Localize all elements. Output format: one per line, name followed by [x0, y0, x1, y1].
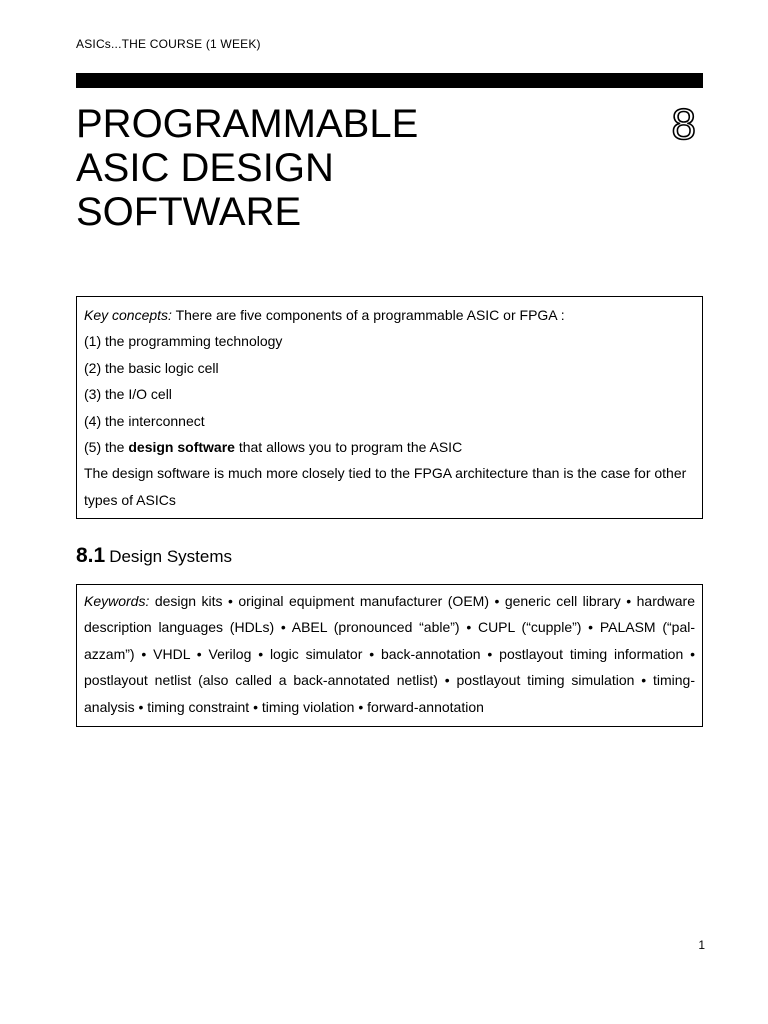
key-concepts-label: Key concepts: — [84, 307, 172, 323]
concept-item-suffix: that allows you to program the ASIC — [234, 439, 463, 456]
concept-item — [84, 434, 695, 460]
key-concepts-box — [76, 296, 703, 519]
concept-item: (4) the interconnect — [84, 412, 205, 429]
concept-item-prefix: (5) the — [84, 439, 129, 456]
chapter-title-line: PROGRAMMABLE — [76, 102, 419, 146]
concept-item: (3) the I/O cell — [84, 386, 172, 403]
chapter-number: 8 — [671, 100, 696, 149]
key-concepts-closing: The design software is much more closely tied to the FPGA architecture than is the case for other types of ASICs — [84, 465, 687, 508]
header-rule — [76, 73, 703, 88]
page-number: 1 — [698, 938, 705, 952]
section-heading — [76, 541, 232, 569]
running-header: ASICs...THE COURSE (1 WEEK) — [76, 37, 261, 51]
chapter-title — [76, 102, 596, 234]
keywords-text: design kits • original equipment manufacturer (OEM) • generic cell library • hardware description languages (HDLs) • ABEL (pronounced “able”) • CUPL (“cupple”) • PALASM (“pal-azzam”) • VHDL • Verilog • logic simulator • back-annotation • postlayout timing information • postlayout netlist (also called a back-annotated netlist) • postlayout timing simulation • timing-analysis • timing constraint • timing violation • forward-annotation — [84, 593, 695, 715]
chapter-title-line: SOFTWARE — [76, 190, 302, 234]
keywords-paragraph — [84, 588, 695, 720]
concept-item-bold: design software — [128, 439, 235, 456]
key-concepts-intro-text: There are five components of a programmable ASIC or FPGA : — [171, 307, 565, 323]
keywords-box — [76, 584, 703, 727]
chapter-title-line: ASIC DESIGN — [76, 146, 334, 190]
key-concepts-intro — [84, 302, 695, 328]
section-title: Design Systems — [109, 547, 233, 566]
concept-item: (1) the programming technology — [84, 333, 283, 350]
section-number: 8.1 — [76, 544, 106, 567]
concept-item: (2) the basic logic cell — [84, 359, 219, 376]
keywords-label: Keywords: — [84, 593, 150, 609]
